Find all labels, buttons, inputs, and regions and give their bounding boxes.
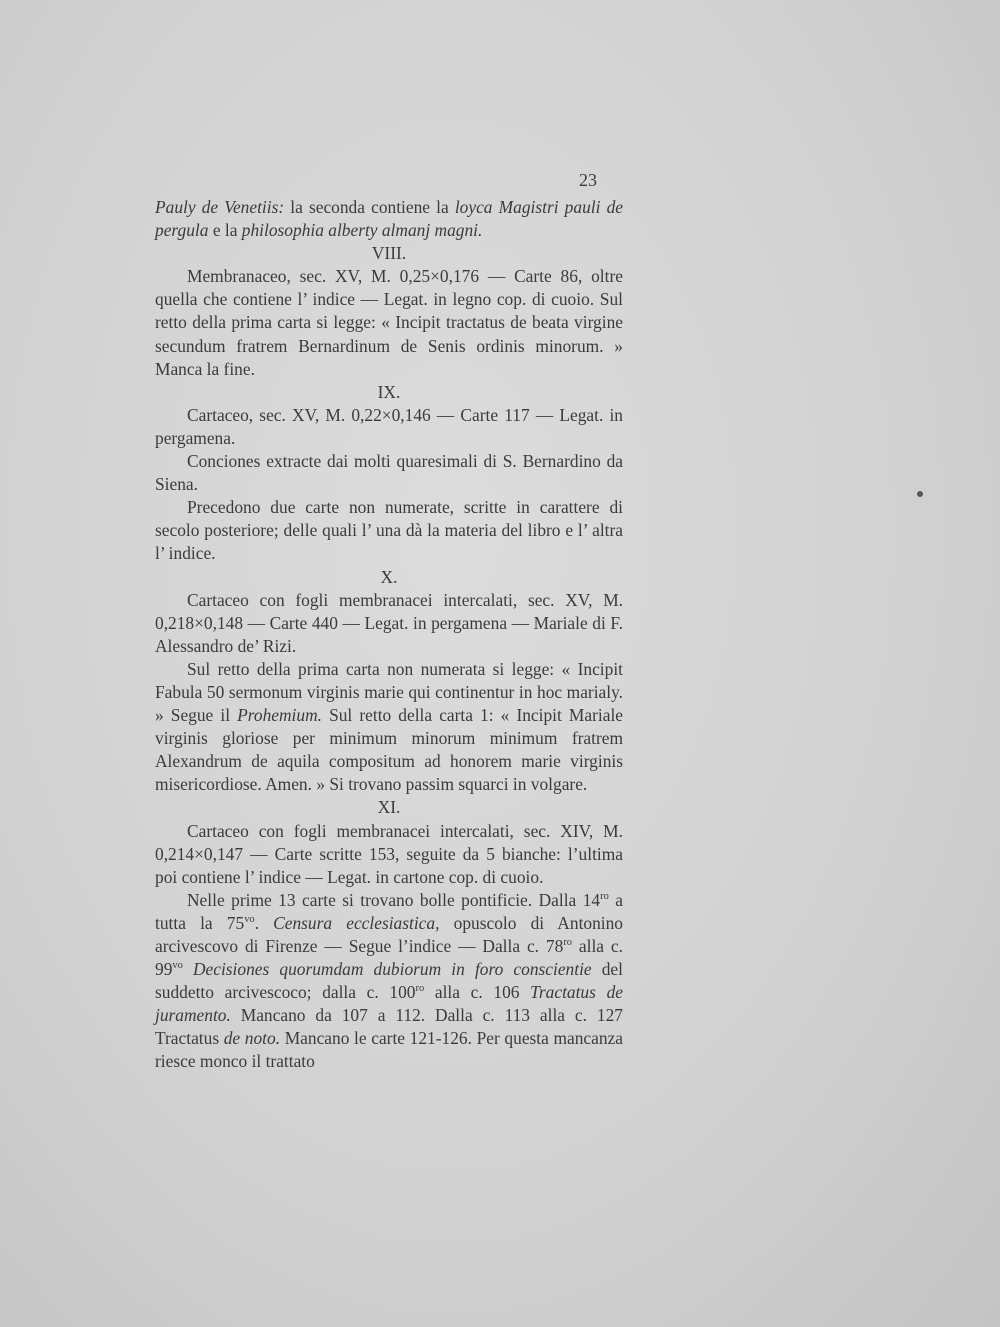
italic-text: de noto. <box>223 1028 281 1049</box>
text-run: Conciones extracte dai molti quaresimali di S. Bernardino da Siena. <box>155 451 623 495</box>
text-run: X. <box>380 566 398 587</box>
page-number: 23 <box>579 170 597 190</box>
superscript: ro <box>600 891 609 903</box>
text-run: Cartaceo con fogli membranacei intercalati, sec. XV, M. 0,218×0,148 — Carte 440 — Legat. in pergamena — Mariale di F. Alessandro de’ Rizi. <box>155 589 623 656</box>
text-run: Cartaceo, sec. XV, M. 0,22×0,146 — Carte 117 — Legat. in pergamena. <box>155 404 623 448</box>
paragraph <box>155 450 623 496</box>
text-run: . <box>254 912 274 933</box>
text-run: VIII. <box>371 243 407 264</box>
section-heading <box>155 381 623 404</box>
text-run: Sul retto della carta 1: « Incipit Mariale virginis gloriose per minimum minorum minimum fratrem Alexandrum de aquila compositum ad honorem marie virginis misericordiose. Amen. » Si trovano passim squarci in volgare. <box>155 705 623 795</box>
text-run: Mancano da 107 a 112. Dalla c. 113 alla c. 127 Tractatus <box>155 1005 623 1049</box>
text-run: opuscolo di Antonino arcivescovo di Firenze — Segue l’indice — Dalla c. 78 <box>155 912 624 956</box>
italic-text: Censura ecclesiastica, <box>273 912 440 933</box>
text-run: Precedono due carte non numerate, scritte in carattere di secolo posteriore; delle quali l’ una dà la materia del libro e l’ altra l’ indice. <box>155 497 623 564</box>
italic-text: Tractatus de juramento. <box>155 982 623 1026</box>
ink-spot <box>917 491 923 497</box>
paragraph <box>155 589 623 658</box>
superscript: ro <box>415 983 425 995</box>
italic-text: Prohemium. <box>237 705 322 726</box>
paragraph <box>155 196 623 242</box>
text-run <box>183 959 193 979</box>
paragraph <box>155 820 623 889</box>
text-run: Sul retto della prima carta non numerata si legge: « Incipit Fabula 50 sermonum virginis marie qui continentur in hoc marialy. » Segue il <box>155 658 623 726</box>
text-run: la seconda contiene la <box>284 197 455 217</box>
italic-text: loyca Magistri pauli de pergula <box>155 197 623 241</box>
text-run: IX. <box>377 381 401 402</box>
text-run: alla c. 106 <box>424 982 531 1003</box>
superscript: vo <box>244 914 255 926</box>
section-heading <box>155 796 623 819</box>
paragraph <box>155 265 623 380</box>
section-heading <box>155 242 623 265</box>
text-run: Membranaceo, sec. XV, M. 0,25×0,176 — Carte 86, oltre quella che contiene l’ indice — Legat. in legno cop. di cuoio. Sul retto della prima carta si legge: « Incipit tractatus de beata virgine secundum fratrem Bernardinum de Senis ordinis minorum. » Manca la fine. <box>155 266 623 379</box>
paragraph <box>155 404 623 450</box>
italic-text: philosophia alberty almanj magni. <box>241 220 483 241</box>
section-heading <box>155 566 623 589</box>
body-text <box>155 196 623 1074</box>
paragraph <box>155 889 623 1074</box>
paragraph <box>155 496 623 565</box>
text-run: alla c. 99 <box>155 936 623 980</box>
text-run: a tutta la 75 <box>155 889 623 933</box>
text-run: e la <box>208 220 242 241</box>
superscript: vo <box>172 960 183 972</box>
text-run: del suddetto arcivescoco; dalla c. 100 <box>155 959 623 1003</box>
paragraph <box>155 658 623 797</box>
text-run: XI. <box>377 797 401 818</box>
italic-text: Decisiones quorumdam dubiorum in foro conscientie <box>192 959 592 980</box>
text-run: Mancano le carte 121-126. Per questa mancanza riesce monco il trattato <box>155 1028 624 1072</box>
text-run: Cartaceo con fogli membranacei intercalati, sec. XIV, M. 0,214×0,147 — Carte scritte 153, seguite da 5 bianche: l’ultima poi contiene l’ indice — Legat. in cartone cop. di cuoio. <box>155 820 623 887</box>
text-run: Nelle prime 13 carte si trovano bolle pontificie. Dalla 14 <box>187 889 601 910</box>
superscript: ro <box>563 937 573 949</box>
italic-text: Pauly de Venetiis: <box>155 197 285 217</box>
